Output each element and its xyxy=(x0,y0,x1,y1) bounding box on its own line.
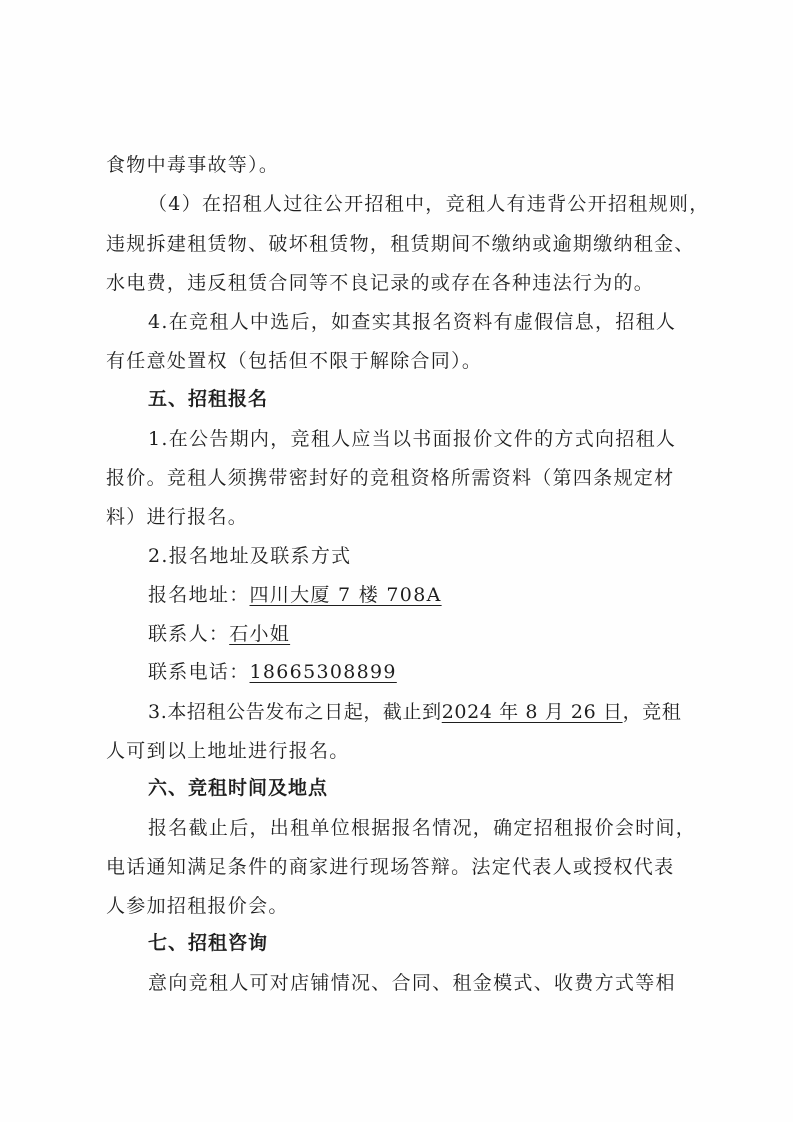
deadline-date: 2024 年 8 月 26 日 xyxy=(441,701,623,723)
contact-line xyxy=(148,619,748,649)
text-line: 4.在竞租人中选后，如查实其报名资料有虚假信息，招租人 xyxy=(148,311,677,333)
text-line: 水电费，违反租赁合同等不良记录的或存在各种违法行为的。 xyxy=(106,272,655,294)
contact-value: 石小姐 xyxy=(229,623,291,645)
deadline-suffix: ，竞租 xyxy=(622,701,682,723)
text-line: 违规拆建租赁物、破坏租赁物，租赁期间不缴纳或逾期缴纳租金、 xyxy=(106,233,695,255)
text-line: 意向竞租人可对店铺情况、合同、租金模式、收费方式等相 xyxy=(148,972,676,994)
contact-label: 联系人： xyxy=(148,623,230,645)
deadline-prefix: 3.本招租公告发布之日起，截止到 xyxy=(148,701,442,723)
text-line: 1.在公告期内，竞租人应当以书面报价文件的方式向招租人 xyxy=(148,428,677,450)
text-line: 料）进行报名。 xyxy=(106,506,249,528)
text-line: 2.报名地址及联系方式 xyxy=(148,545,352,567)
address-label: 报名地址： xyxy=(148,584,250,606)
text-line: 食物中毒事故等）。 xyxy=(106,154,280,176)
phone-value: 18665308899 xyxy=(249,661,397,683)
address-value: 四川大厦 7 楼 708A xyxy=(249,584,442,606)
text-line: 人参加招租报价会。 xyxy=(106,895,289,917)
text-line: 报价。竞租人须携带密封好的竞租资格所需资料（第四条规定材 xyxy=(106,467,675,489)
text-line: 报名截止后，出租单位根据报名情况，确定招租报价会时间， xyxy=(148,817,697,839)
section-heading-5: 五、招租报名 xyxy=(148,388,269,410)
phone-line xyxy=(148,657,748,687)
text-line: 电话通知满足条件的商家进行现场答辩。法定代表人或授权代表 xyxy=(106,856,675,878)
text-line: 有任意处置权（包括但不限于解除合同）。 xyxy=(106,350,483,372)
deadline-line xyxy=(148,697,748,727)
phone-label: 联系电话： xyxy=(148,661,250,683)
section-heading-7: 七、招租咨询 xyxy=(148,932,269,954)
text-line: （4）在招租人过往公开招租中，竞租人有违背公开招租规则， xyxy=(148,193,710,215)
address-line xyxy=(148,580,748,610)
section-heading-6: 六、竞租时间及地点 xyxy=(148,777,329,799)
text-line: 人可到以上地址进行报名。 xyxy=(106,740,350,762)
